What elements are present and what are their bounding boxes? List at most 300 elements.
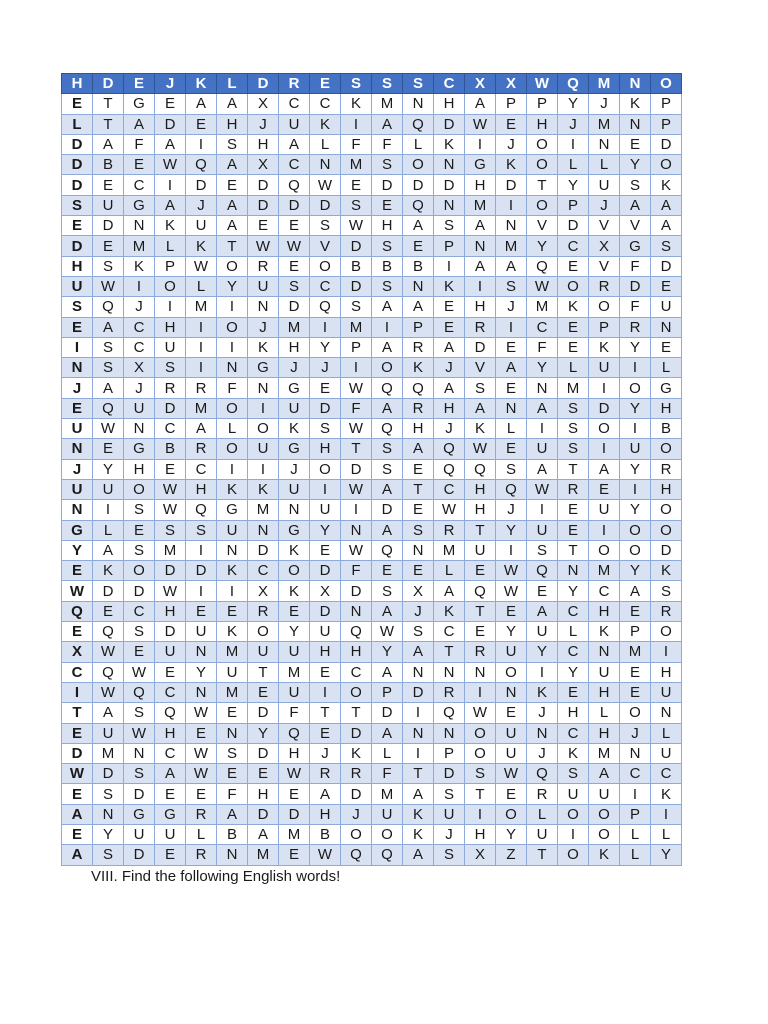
grid-cell: X (589, 236, 620, 256)
grid-row (62, 804, 682, 824)
grid-cell: E (403, 500, 434, 520)
grid-cell: B (341, 256, 372, 276)
grid-cell: E (62, 94, 93, 114)
grid-cell: C (279, 94, 310, 114)
grid-cell: U (496, 723, 527, 743)
grid-cell: W (279, 236, 310, 256)
grid-cell: P (620, 804, 651, 824)
grid-cell: U (155, 642, 186, 662)
grid-cell: J (62, 459, 93, 479)
grid-cell: R (465, 642, 496, 662)
grid-cell: Q (434, 439, 465, 459)
grid-cell: B (155, 439, 186, 459)
grid-cell: L (558, 358, 589, 378)
grid-cell: U (527, 824, 558, 844)
grid-cell: A (93, 378, 124, 398)
grid-cell: H (558, 703, 589, 723)
grid-cell: Q (434, 703, 465, 723)
grid-cell: H (465, 824, 496, 844)
grid-cell: F (620, 256, 651, 276)
grid-cell: E (651, 276, 682, 296)
grid-cell: O (558, 845, 589, 865)
grid-row (62, 540, 682, 560)
grid-cell: V (620, 216, 651, 236)
grid-cell: N (186, 642, 217, 662)
grid-cell: I (620, 358, 651, 378)
grid-cell: P (434, 236, 465, 256)
grid-cell: W (62, 581, 93, 601)
grid-cell: Y (372, 642, 403, 662)
grid-cell: I (434, 256, 465, 276)
grid-cell: A (372, 601, 403, 621)
grid-cell: H (651, 479, 682, 499)
grid-cell: A (403, 216, 434, 236)
grid-cell: R (465, 317, 496, 337)
grid-cell: E (496, 784, 527, 804)
grid-cell: N (62, 358, 93, 378)
grid-cell: H (310, 804, 341, 824)
grid-cell: Q (527, 764, 558, 784)
grid-cell: U (124, 398, 155, 418)
grid-cell: E (434, 297, 465, 317)
grid-cell: M (558, 378, 589, 398)
grid-cell: W (496, 581, 527, 601)
grid-cell: C (620, 764, 651, 784)
grid-cell: T (434, 642, 465, 662)
grid-cell: D (93, 764, 124, 784)
grid-cell: S (124, 703, 155, 723)
grid-cell: Y (496, 622, 527, 642)
grid-cell: U (620, 439, 651, 459)
grid-cell: D (248, 195, 279, 215)
grid-cell: H (186, 479, 217, 499)
grid-cell: H (341, 642, 372, 662)
grid-cell: B (93, 155, 124, 175)
grid-cell: S (434, 784, 465, 804)
grid-cell: U (248, 642, 279, 662)
grid-cell: L (186, 276, 217, 296)
grid-cell: I (496, 540, 527, 560)
grid-cell: O (620, 540, 651, 560)
grid-cell: S (558, 764, 589, 784)
grid-cell: J (434, 419, 465, 439)
grid-cell: Y (558, 662, 589, 682)
grid-cell: O (651, 520, 682, 540)
grid-cell: E (558, 317, 589, 337)
grid-cell: N (403, 723, 434, 743)
grid-cell: L (558, 622, 589, 642)
grid-cell: E (217, 703, 248, 723)
grid-row (62, 561, 682, 581)
grid-cell: O (589, 824, 620, 844)
grid-cell: F (217, 378, 248, 398)
grid-cell: A (217, 216, 248, 236)
grid-cell: D (434, 175, 465, 195)
grid-cell: W (465, 703, 496, 723)
grid-cell: Q (434, 459, 465, 479)
grid-cell: S (651, 581, 682, 601)
grid-cell: A (372, 337, 403, 357)
grid-cell: F (341, 398, 372, 418)
grid-cell: W (186, 743, 217, 763)
grid-cell: U (589, 358, 620, 378)
grid-cell: Y (279, 622, 310, 642)
grid-cell: U (124, 824, 155, 844)
grid-cell: J (279, 459, 310, 479)
grid-cell: H (217, 114, 248, 134)
grid-cell: I (186, 581, 217, 601)
grid-cell: A (651, 216, 682, 236)
grid-cell: I (558, 824, 589, 844)
grid-cell: U (527, 622, 558, 642)
grid-cell: H (589, 723, 620, 743)
grid-cell: E (217, 175, 248, 195)
grid-cell: S (93, 256, 124, 276)
grid-cell: E (62, 622, 93, 642)
grid-cell: D (372, 703, 403, 723)
grid-cell: I (620, 784, 651, 804)
grid-cell: D (465, 337, 496, 357)
grid-cell: A (465, 256, 496, 276)
grid-cell: G (279, 439, 310, 459)
grid-cell: A (124, 114, 155, 134)
grid-cell: Y (651, 845, 682, 865)
grid-cell: L (186, 824, 217, 844)
grid-cell: A (620, 195, 651, 215)
grid-cell: O (279, 561, 310, 581)
grid-cell: N (124, 419, 155, 439)
grid-cell: W (527, 276, 558, 296)
grid-cell: Q (372, 845, 403, 865)
grid-cell: I (341, 500, 372, 520)
grid-cell: K (124, 256, 155, 276)
grid-cell: Q (372, 540, 403, 560)
grid-cell: T (93, 114, 124, 134)
grid-cell: U (589, 500, 620, 520)
grid-cell: D (372, 175, 403, 195)
grid-cell: S (93, 337, 124, 357)
grid-cell: F (372, 134, 403, 154)
grid-cell: E (620, 601, 651, 621)
grid-cell: D (310, 398, 341, 418)
grid-cell: A (310, 784, 341, 804)
grid-cell: Q (155, 703, 186, 723)
grid-cell: M (589, 561, 620, 581)
grid-cell: S (217, 134, 248, 154)
grid-cell: V (589, 256, 620, 276)
grid-cell: N (496, 216, 527, 236)
grid-cell: A (651, 195, 682, 215)
grid-cell: F (341, 561, 372, 581)
grid-cell: A (434, 581, 465, 601)
grid-cell: W (496, 561, 527, 581)
grid-cell: I (620, 419, 651, 439)
grid-cell: E (341, 175, 372, 195)
grid-cell: H (527, 114, 558, 134)
grid-cell: D (186, 175, 217, 195)
grid-cell: N (310, 155, 341, 175)
grid-cell: A (403, 784, 434, 804)
grid-cell: E (62, 723, 93, 743)
grid-cell: N (434, 723, 465, 743)
grid-cell: G (248, 358, 279, 378)
grid-cell: J (124, 378, 155, 398)
grid-cell: Y (186, 662, 217, 682)
grid-cell: Q (124, 682, 155, 702)
grid-cell: W (372, 622, 403, 642)
grid-cell: T (527, 175, 558, 195)
grid-cell: S (124, 500, 155, 520)
grid-cell: C (558, 723, 589, 743)
grid-cell: J (248, 114, 279, 134)
grid-cell: N (248, 297, 279, 317)
grid-cell: E (93, 236, 124, 256)
grid-cell: I (217, 459, 248, 479)
grid-cell: T (62, 703, 93, 723)
grid-cell: L (217, 419, 248, 439)
grid-cell: X (403, 581, 434, 601)
grid-cell: U (279, 114, 310, 134)
grid-cell: S (496, 276, 527, 296)
grid-cell: P (558, 195, 589, 215)
grid-cell: Q (527, 256, 558, 276)
grid-cell: X (310, 581, 341, 601)
grid-cell: K (589, 845, 620, 865)
grid-cell: K (279, 419, 310, 439)
grid-cell: J (589, 195, 620, 215)
grid-cell: J (496, 134, 527, 154)
grid-row (62, 114, 682, 134)
grid-cell: Y (620, 337, 651, 357)
grid-cell: M (589, 74, 620, 94)
grid-cell: E (310, 540, 341, 560)
grid-cell: D (403, 682, 434, 702)
grid-cell: D (155, 114, 186, 134)
instruction-text: VIII. Find the following English words! (91, 868, 341, 885)
grid-row (62, 520, 682, 540)
grid-cell: R (310, 764, 341, 784)
grid-cell: U (465, 540, 496, 560)
grid-cell: K (434, 601, 465, 621)
grid-row (62, 419, 682, 439)
grid-cell: E (527, 581, 558, 601)
grid-cell: A (403, 297, 434, 317)
grid-row (62, 601, 682, 621)
grid-cell: A (589, 764, 620, 784)
grid-cell: T (465, 520, 496, 540)
grid-cell: Y (62, 540, 93, 560)
grid-cell: A (155, 195, 186, 215)
grid-cell: A (372, 398, 403, 418)
grid-cell: H (124, 459, 155, 479)
grid-cell: E (620, 134, 651, 154)
grid-cell: D (651, 256, 682, 276)
grid-cell: E (558, 682, 589, 702)
grid-cell: U (186, 622, 217, 642)
grid-row (62, 337, 682, 357)
grid-cell: A (62, 804, 93, 824)
grid-cell: G (651, 378, 682, 398)
grid-row (62, 276, 682, 296)
grid-cell: R (403, 337, 434, 357)
grid-cell: D (248, 804, 279, 824)
grid-cell: P (403, 317, 434, 337)
grid-cell: E (248, 682, 279, 702)
grid-cell: E (372, 195, 403, 215)
grid-cell: R (651, 459, 682, 479)
grid-cell: I (589, 378, 620, 398)
grid-cell: S (372, 236, 403, 256)
grid-cell: E (124, 74, 155, 94)
grid-cell: Q (496, 479, 527, 499)
grid-cell: W (465, 439, 496, 459)
grid-cell: M (248, 500, 279, 520)
grid-cell: W (341, 419, 372, 439)
grid-cell: S (62, 297, 93, 317)
grid-cell: W (279, 764, 310, 784)
grid-row (62, 500, 682, 520)
grid-cell: D (62, 236, 93, 256)
grid-cell: I (186, 540, 217, 560)
grid-cell: O (527, 195, 558, 215)
grid-cell: D (341, 236, 372, 256)
grid-cell: W (93, 276, 124, 296)
grid-cell: E (620, 662, 651, 682)
grid-cell: Y (248, 723, 279, 743)
grid-cell: A (465, 94, 496, 114)
grid-cell: I (372, 317, 403, 337)
grid-cell: O (310, 459, 341, 479)
grid-cell: T (310, 703, 341, 723)
grid-cell: X (248, 581, 279, 601)
grid-row (62, 155, 682, 175)
grid-cell: S (372, 439, 403, 459)
grid-cell: D (341, 784, 372, 804)
grid-cell: N (558, 561, 589, 581)
grid-cell: M (217, 642, 248, 662)
grid-cell: W (341, 540, 372, 560)
grid-cell: A (217, 94, 248, 114)
grid-row (62, 784, 682, 804)
grid-cell: Y (558, 94, 589, 114)
grid-cell: E (620, 682, 651, 702)
grid-cell: Q (372, 378, 403, 398)
grid-row (62, 297, 682, 317)
grid-cell: K (465, 419, 496, 439)
grid-cell: P (651, 114, 682, 134)
grid-cell: C (124, 175, 155, 195)
grid-cell: J (496, 297, 527, 317)
grid-cell: U (155, 337, 186, 357)
grid-cell: R (186, 804, 217, 824)
grid-cell: R (403, 398, 434, 418)
grid-cell: T (558, 459, 589, 479)
grid-cell: F (341, 134, 372, 154)
grid-cell: J (589, 94, 620, 114)
grid-cell: S (155, 358, 186, 378)
grid-cell: U (527, 439, 558, 459)
grid-cell: Q (465, 459, 496, 479)
grid-cell: O (589, 804, 620, 824)
grid-cell: W (93, 682, 124, 702)
grid-row (62, 764, 682, 784)
grid-cell: N (403, 540, 434, 560)
grid-cell: H (155, 317, 186, 337)
grid-cell: I (620, 479, 651, 499)
grid-cell: G (279, 378, 310, 398)
grid-cell: B (651, 419, 682, 439)
grid-cell: E (558, 500, 589, 520)
grid-cell: T (341, 439, 372, 459)
grid-row (62, 236, 682, 256)
grid-cell: H (651, 398, 682, 418)
grid-cell: J (186, 195, 217, 215)
grid-cell: N (496, 682, 527, 702)
grid-cell: A (248, 824, 279, 844)
grid-cell: O (248, 622, 279, 642)
grid-cell: P (620, 622, 651, 642)
grid-cell: N (124, 216, 155, 236)
grid-cell: I (217, 337, 248, 357)
grid-cell: R (341, 764, 372, 784)
grid-cell: H (248, 784, 279, 804)
grid-cell: E (217, 601, 248, 621)
grid-cell: A (93, 540, 124, 560)
grid-cell: Y (496, 520, 527, 540)
grid-row (62, 743, 682, 763)
grid-cell: L (620, 845, 651, 865)
grid-cell: H (62, 74, 93, 94)
grid-cell: J (310, 358, 341, 378)
grid-cell: F (372, 764, 403, 784)
grid-cell: M (279, 662, 310, 682)
grid-cell: A (155, 764, 186, 784)
grid-cell: J (155, 74, 186, 94)
grid-cell: N (403, 276, 434, 296)
grid-cell: O (124, 479, 155, 499)
grid-cell: S (434, 845, 465, 865)
grid-cell: U (589, 662, 620, 682)
grid-cell: J (279, 358, 310, 378)
grid-cell: H (403, 419, 434, 439)
grid-cell: X (248, 155, 279, 175)
grid-cell: D (651, 134, 682, 154)
grid-cell: V (310, 236, 341, 256)
grid-cell: A (465, 398, 496, 418)
grid-cell: K (403, 824, 434, 844)
grid-cell: D (372, 500, 403, 520)
grid-cell: S (279, 276, 310, 296)
grid-cell: O (527, 134, 558, 154)
grid-cell: M (279, 317, 310, 337)
grid-cell: C (341, 662, 372, 682)
grid-cell: C (186, 459, 217, 479)
grid-cell: K (217, 561, 248, 581)
grid-cell: O (217, 317, 248, 337)
grid-cell: S (465, 764, 496, 784)
grid-cell: A (93, 317, 124, 337)
grid-cell: D (403, 175, 434, 195)
grid-cell: U (589, 175, 620, 195)
grid-cell: N (620, 743, 651, 763)
grid-row (62, 94, 682, 114)
grid-cell: T (341, 703, 372, 723)
grid-cell: S (403, 520, 434, 540)
grid-cell: D (558, 216, 589, 236)
grid-cell: C (155, 682, 186, 702)
grid-cell: X (62, 642, 93, 662)
grid-cell: H (372, 216, 403, 236)
